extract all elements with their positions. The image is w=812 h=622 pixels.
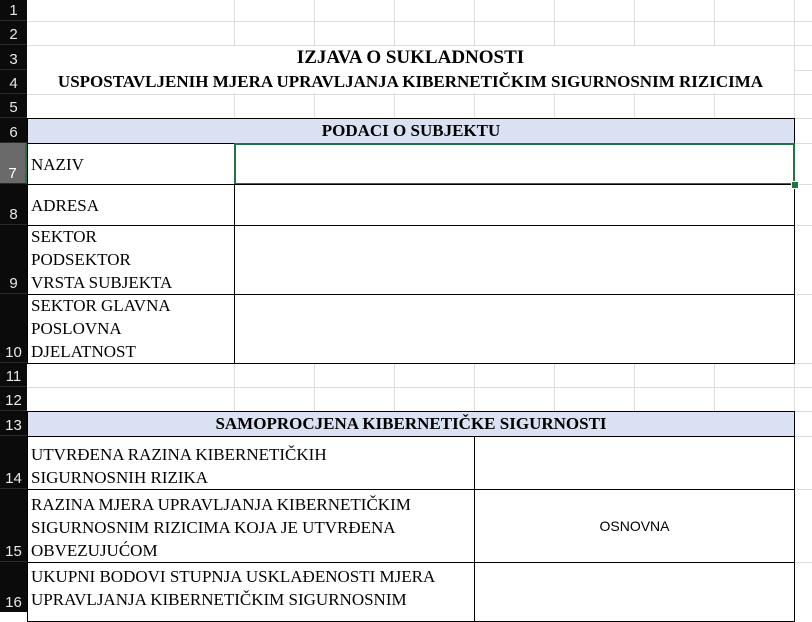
fill-handle[interactable] xyxy=(791,181,799,189)
row-header-7[interactable]: 7 xyxy=(0,143,27,184)
section-header-assessment[interactable]: SAMOPROCJENA KIBERNETIČKE SIGURNOSTI xyxy=(27,411,795,437)
label-line: SEKTOR GLAVNA xyxy=(31,296,171,315)
section-header-subject[interactable]: PODACI O SUBJEKTU xyxy=(27,118,795,144)
label-adresa[interactable] xyxy=(27,184,235,226)
label-line: NAZIV xyxy=(31,155,84,174)
row-header-5[interactable]: 5 xyxy=(0,94,27,118)
row-header-14[interactable]: 14 xyxy=(0,436,27,489)
value-razina-mjera[interactable]: OSNOVNA xyxy=(474,489,795,563)
label-line: VRSTA SUBJEKTA xyxy=(31,273,173,292)
row-header-12[interactable]: 12 xyxy=(0,387,27,411)
row-header-10[interactable]: 10 xyxy=(0,294,27,363)
row-header-16[interactable]: 16 xyxy=(0,562,27,612)
label-line: POSLOVNA xyxy=(31,319,122,338)
input-sektor-podsektor[interactable] xyxy=(234,225,795,295)
input-naziv[interactable] xyxy=(234,143,795,185)
label-line: RAZINA MJERA UPRAVLJANJA KIBERNETIČKIM xyxy=(31,495,411,514)
label-line: DJELATNOST xyxy=(31,342,136,361)
row-header-6[interactable]: 6 xyxy=(0,118,27,143)
label-razina-rizika[interactable] xyxy=(27,436,475,490)
label-line: SIGURNOSNIM RIZICIMA KOJA JE UTVRĐENA xyxy=(31,518,396,537)
row-header-3[interactable]: 3 xyxy=(0,45,27,70)
row-header-4[interactable]: 4 xyxy=(0,70,27,94)
gridline-row xyxy=(794,70,812,71)
label-sektor-djelatnost[interactable] xyxy=(27,294,235,364)
label-line: UTVRĐENA RAZINA KIBERNETIČKIH xyxy=(31,445,327,464)
label-razina-mjera[interactable] xyxy=(27,489,475,563)
gridline-row xyxy=(27,387,812,388)
input-sektor-djelatnost[interactable] xyxy=(234,294,795,364)
label-naziv[interactable] xyxy=(27,143,235,185)
row-header-9[interactable]: 9 xyxy=(0,225,27,294)
row-header-2[interactable]: 2 xyxy=(0,21,27,45)
row-header-1[interactable]: 1 xyxy=(0,0,27,21)
document-title: IZJAVA O SUKLADNOSTI xyxy=(296,47,525,68)
label-ukupni-bodovi[interactable] xyxy=(27,562,475,622)
document-subtitle: USPOSTAVLJENIH MJERA UPRAVLJANJA KIBERNETIČKIM SIGURNOSNIM RIZICIMA xyxy=(57,72,764,91)
label-sektor-podsektor[interactable] xyxy=(27,225,235,295)
label-line: UKUPNI BODOVI STUPNJA USKLAĐENOSTI MJERA xyxy=(31,567,436,586)
gridline-row xyxy=(27,94,812,95)
row-header-15[interactable]: 15 xyxy=(0,489,27,562)
label-line: PODSEKTOR xyxy=(31,250,131,269)
input-razina-rizika[interactable] xyxy=(474,436,795,490)
row-header-11[interactable]: 11 xyxy=(0,363,27,387)
row-header-13[interactable]: 13 xyxy=(0,411,27,436)
label-line: SIGURNOSNIH RIZIKA xyxy=(31,468,209,487)
input-adresa[interactable] xyxy=(234,184,795,226)
label-line: UPRAVLJANJA KIBERNETIČKIM SIGURNOSNIM xyxy=(31,590,407,609)
label-line: SEKTOR xyxy=(31,227,97,246)
label-line: ADRESA xyxy=(31,196,100,215)
gridline-row xyxy=(27,21,812,22)
label-line: OBVEZUJUĆOM xyxy=(31,541,158,560)
input-ukupni-bodovi[interactable] xyxy=(474,562,795,622)
row-header-8[interactable]: 8 xyxy=(0,184,27,225)
